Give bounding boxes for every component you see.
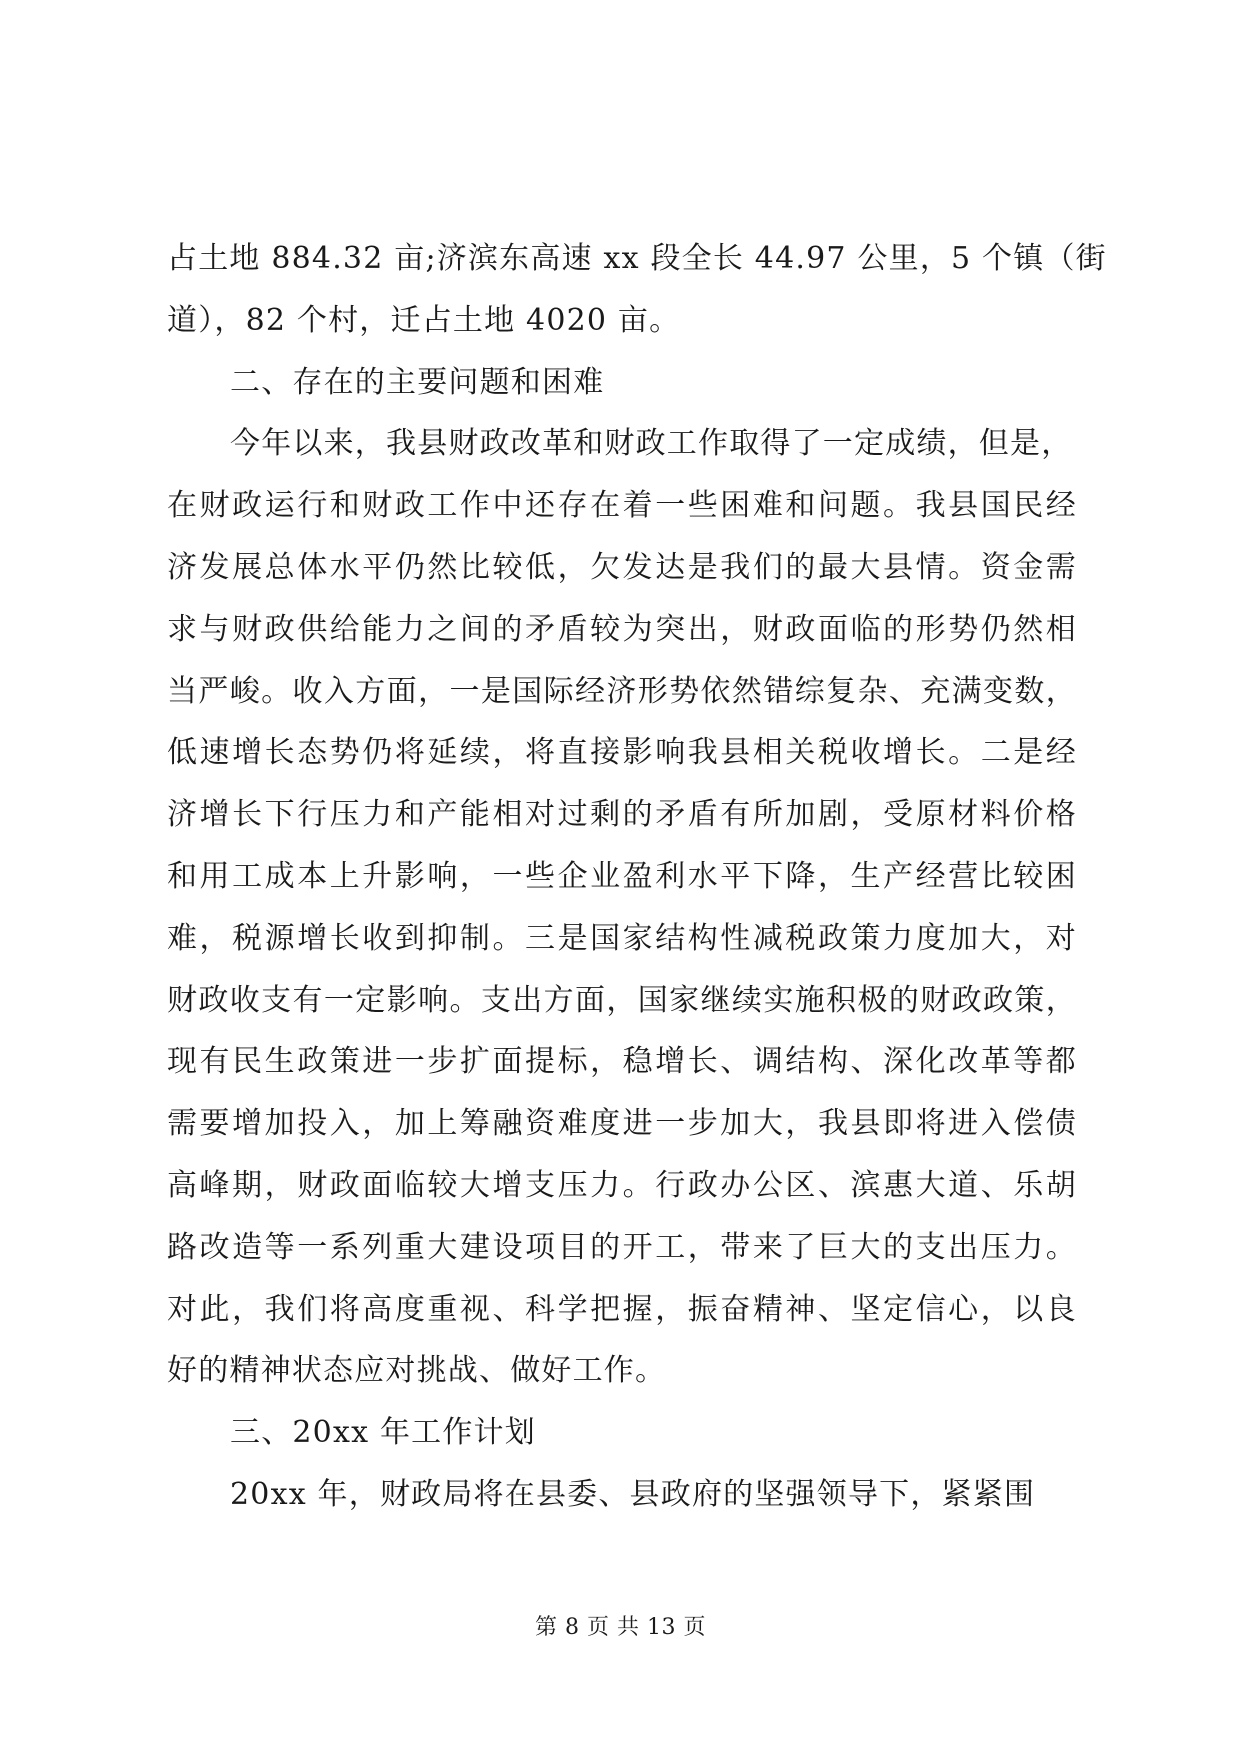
page-number-footer: 第 8 页 共 13 页: [535, 1615, 706, 1640]
paragraph-line: 低速增长态势仍将延续，将直接影响我县相关税收增长。二是经: [167, 735, 1077, 771]
paragraph-line: 求与财政供给能力之间的矛盾较为突出，财政面临的形势仍然相: [167, 611, 1077, 647]
paragraph-line: 当严峻。收入方面，一是国际经济形势依然错综复杂、充满变数，: [167, 673, 1077, 709]
paragraph-line: 财政收支有一定影响。支出方面，国家继续实施积极的财政政策，: [167, 982, 1077, 1018]
section-heading: 二、存在的主要问题和困难: [230, 364, 605, 400]
paragraph-line: 对此，我们将高度重视、科学把握，振奋精神、坚定信心，以良: [167, 1291, 1077, 1327]
paragraph-line: 济增长下行压力和产能相对过剩的矛盾有所加剧，受原材料价格: [167, 797, 1077, 833]
document-body: [167, 228, 1107, 1526]
paragraph-line: 20xx 年，财政局将在县委、县政府的坚强领导下，紧紧围: [230, 1476, 1036, 1512]
paragraph-line: 高峰期，财政面临较大增支压力。行政办公区、滨惠大道、乐胡: [167, 1167, 1077, 1203]
paragraph-line: 在财政运行和财政工作中还存在着一些困难和问题。我县国民经: [167, 488, 1077, 524]
paragraph-line: 今年以来，我县财政改革和财政工作取得了一定成绩，但是，: [230, 426, 1073, 462]
paragraph-line: 和用工成本上升影响，一些企业盈利水平下降，生产经营比较困: [167, 858, 1077, 894]
paragraph-line: 路改造等一系列重大建设项目的开工，带来了巨大的支出压力。: [167, 1229, 1077, 1265]
paragraph-line: 济发展总体水平仍然比较低，欠发达是我们的最大县情。资金需: [167, 549, 1077, 585]
paragraph-line: 需要增加投入，加上筹融资难度进一步加大，我县即将进入偿债: [167, 1106, 1077, 1142]
paragraph-line: 道），82 个村，迁占土地 4020 亩。: [167, 302, 681, 338]
paragraph-line: 占土地 884.32 亩;济滨东高速 xx 段全长 44.97 公里，5 个镇（街: [167, 241, 1107, 276]
paragraph-line: 现有民生政策进一步扩面提标，稳增长、调结构、深化改革等都: [167, 1044, 1077, 1080]
paragraph-line: 难，税源增长收到抑制。三是国家结构性减税政策力度加大，对: [167, 920, 1077, 956]
paragraph-line: 好的精神状态应对挑战、做好工作。: [167, 1353, 667, 1389]
section-heading: 三、20xx 年工作计划: [230, 1415, 536, 1451]
